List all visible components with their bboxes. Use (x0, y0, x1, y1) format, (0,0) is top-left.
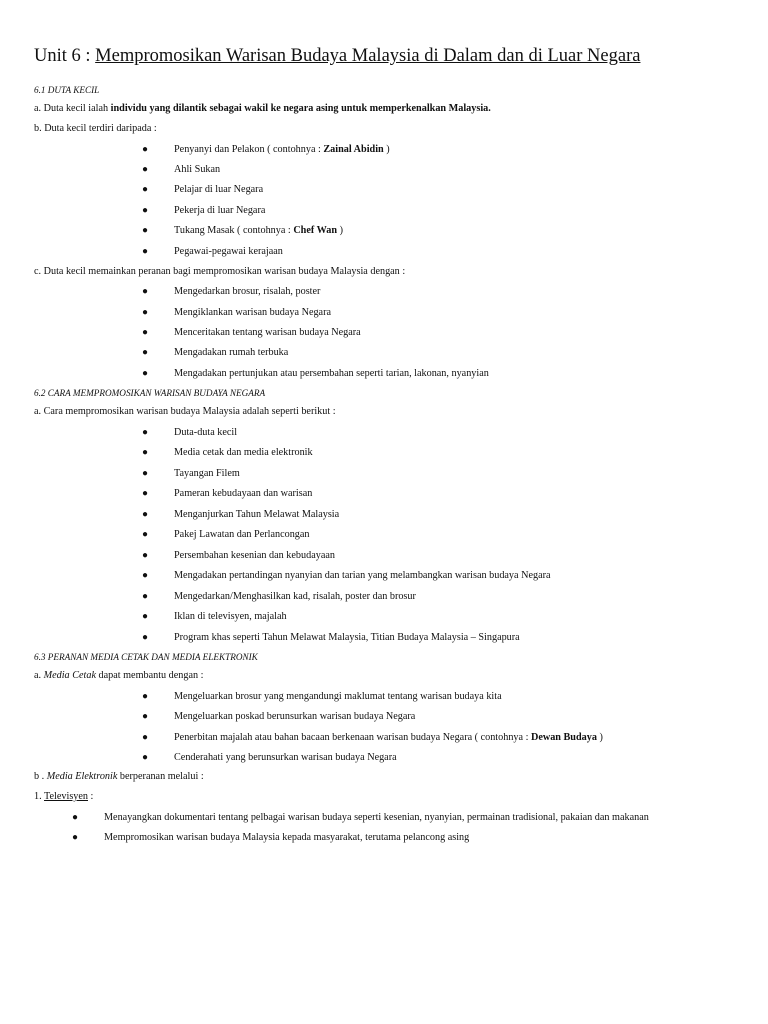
bullet-icon: ● (142, 632, 149, 643)
bullet-icon: ● (142, 307, 149, 318)
s61-a-text: a. Duta kecil ialah (34, 103, 111, 114)
page-title (34, 44, 754, 68)
bullet-icon: ● (142, 184, 149, 195)
bullet-icon: ● (142, 368, 149, 379)
bullet-icon: ● (142, 732, 149, 743)
section-6-2-heading: 6.2 CARA MEMPROMOSIKAN WARISAN BUDAYA NEGARA (34, 388, 266, 398)
bullet-icon: ● (142, 611, 149, 622)
bullet-icon: ● (142, 144, 149, 155)
s62-line-a: a. Cara mempromosikan warisan budaya Malaysia adalah seperti berikut : (34, 406, 336, 417)
s63-line-a: a. Media Cetak dapat membantu dengan : (34, 670, 204, 681)
title-main: Mempromosikan Warisan Budaya Malaysia di Dalam dan di Luar Negara (95, 46, 641, 66)
bullet-icon: ● (142, 286, 149, 297)
s61-line-c: c. Duta kecil memainkan peranan bagi mempromosikan warisan budaya Malaysia dengan : (34, 266, 406, 277)
bullet-icon: ● (142, 509, 149, 520)
section-6-3-heading: 6.3 PERANAN MEDIA CETAK DAN MEDIA ELEKTRONIK (34, 652, 258, 662)
bullet-icon: ● (142, 529, 149, 540)
s61-a-bold: individu yang dilantik sebagai wakil ke negara asing untuk memperkenalkan Malaysia. (110, 103, 491, 114)
bullet-icon: ● (72, 832, 79, 843)
document-page: Unit 6 : Mempromosikan Warisan Budaya Malaysia di Dalam dan di Luar Negara 6.1 DUTA KECIL a. Duta kecil ialah individu yang dilantik sebagai wakil ke negara asing untuk memperkenalkan Malaysia. b. Duta kecil terdiri daripada : ● Penyanyi dan Pelakon ( contohnya : Zainal Abidin ) ● Ahli Sukan ● Pelajar di luar Negara ● Pekerja di luar Negara ● Tukang Masak ( contohnya : Chef Wan ) ● Pegawai-pegawai kerajaan c. Duta kecil memainkan peranan bagi mempromosikan warisan budaya Malaysia dengan : ● Mengedarkan brosur, risalah, poster ● Mengiklankan warisan budaya Negara ● Menceritakan tentang warisan budaya Negara ● Mengadakan rumah terbuka ● Mengadakan pertunjukan atau persembahan seperti tarian, lakonan, nyanyian 6.2 CARA MEMPROMOSIKAN WARISAN BUDAYA NEGARA a. Cara mempromosikan warisan budaya Malaysia adalah seperti berikut : ● Duta-duta kecil ● Media cetak dan media elektronik ● Tayangan Filem ● Pameran kebudayaan dan warisan ● Menganjurkan Tahun Melawat Malaysia ● Pakej Lawatan dan Perlancongan ● Persembahan kesenian dan kebudayaan ● Mengadakan pertandingan nyanyian dan tarian yang melambangkan warisan budaya Negara ● Mengedarkan/Menghasilkan kad, risalah, poster dan brosur ● Iklan di televisyen, majalah ● Program khas seperti Tahun Melawat Malaysia, Titian Budaya Malaysia – Singapura 6.3 PERANAN MEDIA CETAK DAN MEDIA ELEKTRONIK a. Media Cetak dapat membantu dengan : ● Mengeluarkan brosur yang mengandungi maklumat tentang warisan budaya kita ● Mengeluarkan poskad berunsurkan warisan budaya Negara ● Penerbitan majalah atau bahan bacaan berkenaan warisan budaya Negara ( contohnya : Dewan Budaya ) ● Cenderahati yang berunsurkan warisan budaya Negara b . Media Elektronik berperanan melalui : 1. Televisyen : ● Menayangkan dokumentari tentang pelbagai warisan budaya seperti kesenian, nyanyian, permainan tradisional, pakaian dan makanan ● Mempromosikan warisan budaya Malaysia kepada masyarakat, terutama pelancong asing (0, 0, 768, 1024)
bullet-icon: ● (142, 752, 149, 763)
s63-tv-heading: 1. Televisyen : (34, 791, 94, 802)
bullet-icon: ● (142, 205, 149, 216)
bullet-icon: ● (142, 691, 149, 702)
bullet-icon: ● (142, 711, 149, 722)
title-prefix: Unit 6 : (34, 46, 96, 66)
bullet-icon: ● (142, 347, 149, 358)
bullet-icon: ● (142, 488, 149, 499)
bullet-icon: ● (72, 812, 79, 823)
s61-line-b: b. Duta kecil terdiri daripada : (34, 123, 157, 134)
s63-line-b: b . Media Elektronik berperanan melalui : (34, 771, 204, 782)
bullet-icon: ● (142, 447, 149, 458)
section-6-1-heading: 6.1 DUTA KECIL (34, 85, 100, 95)
s61-line-a (34, 102, 491, 116)
bullet-icon: ● (142, 225, 149, 236)
bullet-icon: ● (142, 468, 149, 479)
bullet-icon: ● (142, 164, 149, 175)
bullet-icon: ● (142, 550, 149, 561)
bullet-icon: ● (142, 246, 149, 257)
bullet-icon: ● (142, 427, 149, 438)
bullet-icon: ● (142, 327, 149, 338)
bullet-icon: ● (142, 591, 149, 602)
bullet-icon: ● (142, 570, 149, 581)
